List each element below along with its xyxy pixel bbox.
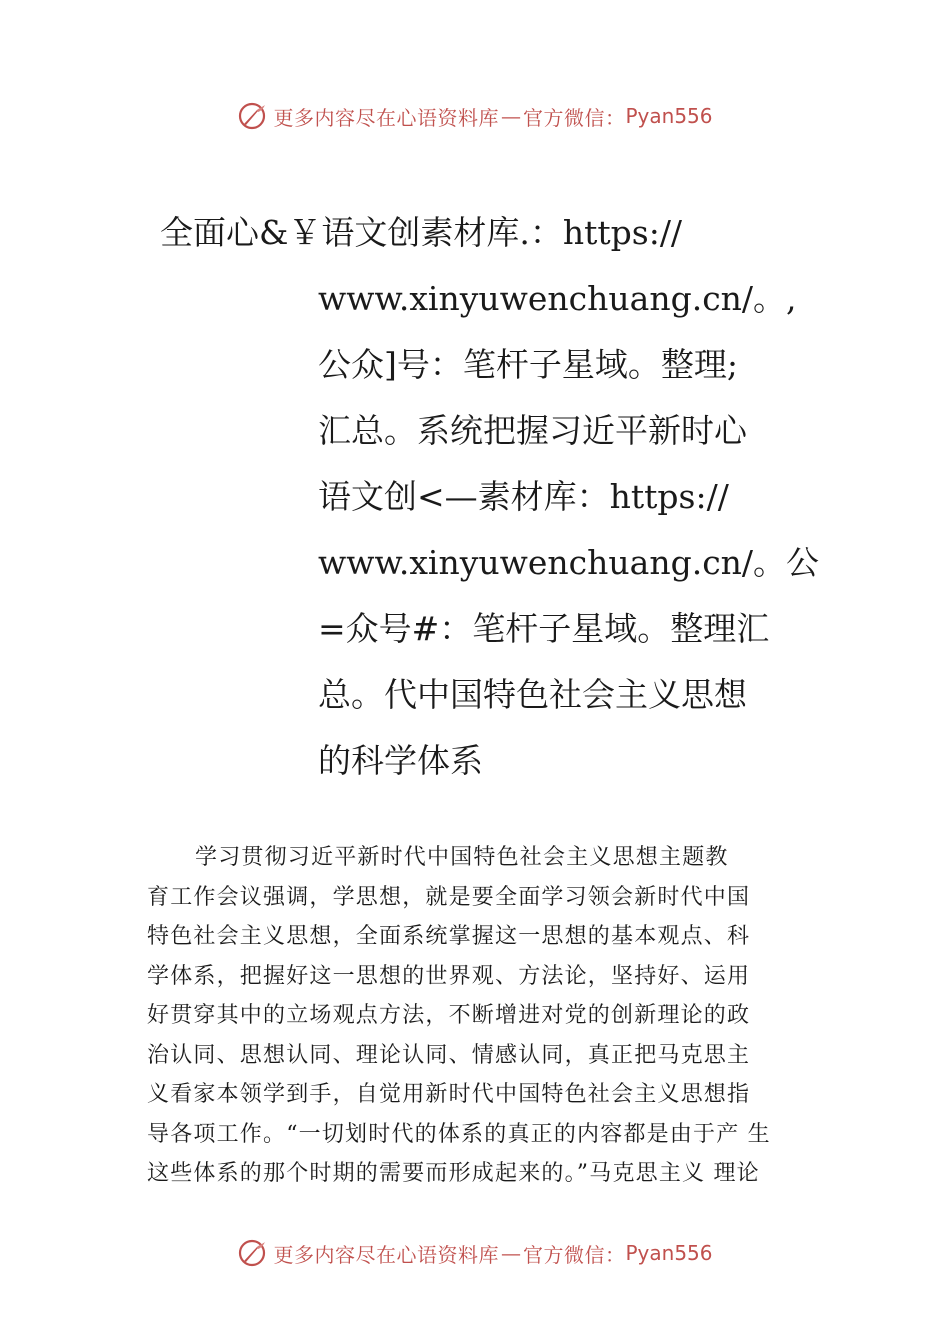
title-line: 总。代中国特色社会主义思想 xyxy=(318,675,747,714)
banner-wechat-label: 官方微信： xyxy=(522,1242,626,1267)
banner-wechat-id: Pyan556 xyxy=(625,1241,713,1265)
banner-wechat-id: Pyan556 xyxy=(625,104,713,128)
title-line: 语文创<—素材库：https:// xyxy=(318,477,729,516)
banner-brand-text: 更多内容尽在心语资料库 xyxy=(273,1242,499,1267)
banner-brand-text: 更多内容尽在心语资料库 xyxy=(273,105,499,130)
quill-logo-icon xyxy=(237,1238,267,1268)
footer-banner xyxy=(0,1233,950,1273)
banner-separator: — xyxy=(500,104,521,128)
body-line: 义看家本领学到手，自觉用新时代中国特色社会主义思想指 xyxy=(147,1082,751,1107)
title-line: 全面心&￥语文创素材库.：https:// xyxy=(160,213,683,252)
body-line: 治认同、思想认同、理论认同、情感认同，真正把马克思主 xyxy=(147,1042,751,1068)
body-line: 导各项工作。“一切划时代的体系的真正的内容都是由于产 生 xyxy=(147,1121,771,1147)
title-line: www.xinyuwenchuang.cn/。, xyxy=(318,279,797,318)
banner-separator: — xyxy=(500,1241,521,1265)
body-paragraph xyxy=(147,838,807,1194)
body-line: 特色社会主义思想，全面系统掌握这一思想的基本观点、科 xyxy=(147,924,751,949)
title-line: 公众]号：笔杆子星域。整理; xyxy=(318,345,738,384)
body-line: 这些体系的那个时期的需要而形成起来的。”马克思主义 理论 xyxy=(147,1161,760,1186)
body-line: 好贯穿其中的立场观点方法，不断增进对党的创新理论的政 xyxy=(147,1003,751,1028)
body-line: 学体系，把握好这一思想的世界观、方法论，坚持好、运用 xyxy=(147,963,751,989)
title-line: 的科学体系 xyxy=(318,741,483,780)
body-line: 育工作会议强调，学思想，就是要全面学习领会新时代中国 xyxy=(147,884,751,910)
title-line: =众号#：笔杆子星域。整理汇 xyxy=(318,609,770,648)
title-line: www.xinyuwenchuang.cn/。公 xyxy=(318,543,820,582)
header-banner xyxy=(0,96,950,136)
body-line: 学习贯彻习近平新时代中国特色社会主义思想主题教 xyxy=(195,845,729,870)
banner-wechat-label: 官方微信： xyxy=(522,105,626,130)
document-title xyxy=(160,200,820,794)
quill-logo-icon xyxy=(237,101,267,131)
title-line: 汇总。系统把握习近平新时心 xyxy=(318,411,747,450)
